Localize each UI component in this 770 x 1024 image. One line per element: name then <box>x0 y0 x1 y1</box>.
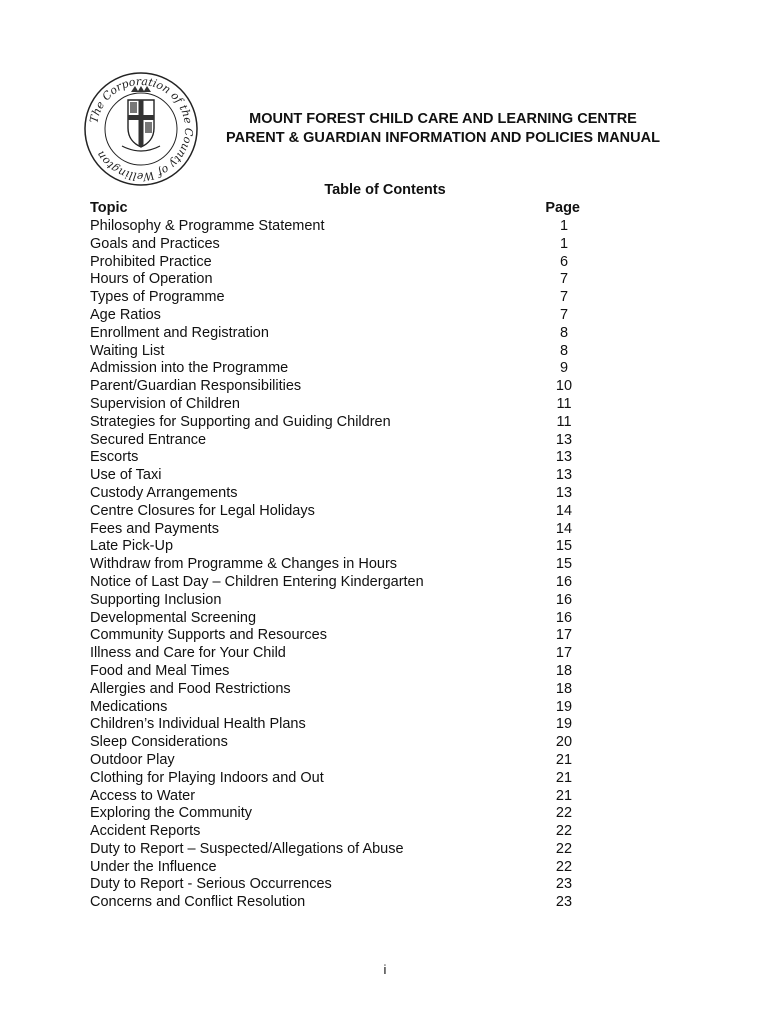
toc-entry-page: 16 <box>555 609 573 626</box>
page-number: i <box>383 962 387 977</box>
toc-entry-topic: Under the Influence <box>90 858 217 875</box>
toc-entry <box>90 271 580 289</box>
toc-entry <box>90 289 580 307</box>
toc-entry <box>90 521 580 539</box>
toc-entry-topic: Duty to Report – Suspected/Allegations of Abuse <box>90 840 404 857</box>
toc-entry <box>90 805 580 823</box>
toc-entry-page: 22 <box>555 858 573 875</box>
toc-entry-page: 13 <box>555 449 573 466</box>
toc-entry-page: 1 <box>559 235 569 252</box>
toc-entry-topic: Strategies for Supporting and Guiding Children <box>90 413 391 430</box>
svg-text:The Corporation of the County: The Corporation of the County of Wellington <box>87 74 196 184</box>
toc-entry-page: 23 <box>555 894 573 911</box>
toc-topic-header: Topic <box>90 200 128 216</box>
toc-entry-topic: Secured Entrance <box>90 431 207 448</box>
toc-entry-topic: Types of Programme <box>90 289 225 306</box>
toc-entry-page: 13 <box>555 484 573 501</box>
toc-entry-page: 11 <box>556 395 572 412</box>
toc-entry-page: 22 <box>555 823 573 840</box>
toc-entry <box>90 574 580 592</box>
toc-entry <box>90 716 580 734</box>
toc-entry-topic: Outdoor Play <box>90 751 175 768</box>
toc-entry <box>90 859 580 877</box>
toc-entry <box>90 414 580 432</box>
toc-column-headers <box>90 200 580 218</box>
toc-entry <box>90 699 580 717</box>
toc-entry <box>90 752 580 770</box>
toc-entry-page: 16 <box>555 573 573 590</box>
toc-entry <box>90 645 580 663</box>
toc-entry-topic: Children’s Individual Health Plans <box>90 716 306 733</box>
toc-entry-topic: Enrollment and Registration <box>90 324 269 341</box>
toc-entry-topic: Custody Arrangements <box>90 484 238 501</box>
toc-entry-topic: Waiting List <box>90 342 165 359</box>
toc-entry <box>90 556 580 574</box>
toc-entry-page: 21 <box>555 769 573 786</box>
toc-entry-topic: Supervision of Children <box>90 395 240 412</box>
toc-list <box>90 218 580 912</box>
toc-entry-page: 18 <box>555 680 573 697</box>
toc-entry-page: 18 <box>555 662 573 679</box>
toc-entry-page: 20 <box>555 734 573 751</box>
toc-entry <box>90 396 580 414</box>
toc-entry-page: 8 <box>559 324 569 341</box>
toc-entry-page: 1 <box>559 218 569 234</box>
toc-entry-topic: Concerns and Conflict Resolution <box>90 894 306 911</box>
toc-entry-topic: Centre Closures for Legal Holidays <box>90 502 315 519</box>
toc-entry <box>90 788 580 806</box>
toc-entry-page: 21 <box>555 787 573 804</box>
toc-entry-topic: Use of Taxi <box>90 467 162 484</box>
toc-entry-topic: Parent/Guardian Responsibilities <box>90 378 302 395</box>
toc-entry <box>90 325 580 343</box>
toc-entry <box>90 592 580 610</box>
toc-entry <box>90 485 580 503</box>
toc-entry-topic: Allergies and Food Restrictions <box>90 680 291 697</box>
toc-entry-page: 22 <box>555 805 573 822</box>
toc-entry-topic: Supporting Inclusion <box>90 591 222 608</box>
toc-entry-page: 13 <box>555 467 573 484</box>
toc-entry-page: 19 <box>555 716 573 733</box>
toc-entry <box>90 734 580 752</box>
toc-entry-topic: Philosophy & Programme Statement <box>90 218 325 234</box>
toc-entry-page: 6 <box>559 253 569 270</box>
seal-graphic <box>82 70 200 188</box>
toc-entry <box>90 467 580 485</box>
toc-entry-topic: Illness and Care for Your Child <box>90 645 286 662</box>
toc-entry-page: 11 <box>556 413 572 430</box>
toc-entry <box>90 681 580 699</box>
toc-entry <box>90 449 580 467</box>
toc-entry-topic: Sleep Considerations <box>90 734 228 751</box>
toc-entry-topic: Food and Meal Times <box>90 662 230 679</box>
toc-entry-topic: Community Supports and Resources <box>90 627 327 644</box>
toc-entry-page: 22 <box>555 840 573 857</box>
toc-entry <box>90 432 580 450</box>
toc-entry-page: 19 <box>555 698 573 715</box>
toc-entry-topic: Notice of Last Day – Children Entering Kindergarten <box>90 573 424 590</box>
toc-entry <box>90 307 580 325</box>
toc-entry-page: 15 <box>555 556 573 573</box>
toc-entry-topic: Age Ratios <box>90 306 161 323</box>
toc-entry <box>90 254 580 272</box>
toc-entry-topic: Accident Reports <box>90 823 201 840</box>
toc-entry <box>90 841 580 859</box>
document-header <box>200 110 686 148</box>
toc-entry-topic: Exploring the Community <box>90 805 252 822</box>
county-seal-logo <box>82 70 200 188</box>
toc-entry-topic: Fees and Payments <box>90 520 219 537</box>
toc-entry-page: 14 <box>555 502 573 519</box>
toc-entry-topic: Prohibited Practice <box>90 253 212 270</box>
toc-entry-topic: Hours of Operation <box>90 271 213 288</box>
toc-entry-page: 7 <box>559 306 569 323</box>
toc-entry <box>90 236 580 254</box>
toc-entry <box>90 663 580 681</box>
toc-entry-page: 7 <box>559 271 569 288</box>
toc-entry-page: 23 <box>555 876 573 893</box>
toc-entry <box>90 218 580 236</box>
toc-entry-page: 17 <box>555 645 573 662</box>
toc-entry <box>90 610 580 628</box>
toc-entry-topic: Duty to Report - Serious Occurrences <box>90 876 332 893</box>
toc-title: Table of Contents <box>324 182 446 198</box>
toc-entry <box>90 876 580 894</box>
toc-entry-page: 21 <box>555 751 573 768</box>
toc-entry-topic: Admission into the Programme <box>90 360 289 377</box>
toc-entry-page: 14 <box>555 520 573 537</box>
header-title-line1: MOUNT FOREST CHILD CARE AND LEARNING CENTRE <box>249 111 637 127</box>
toc-entry-topic: Clothing for Playing Indoors and Out <box>90 769 324 786</box>
toc-entry <box>90 503 580 521</box>
toc-entry <box>90 627 580 645</box>
toc-entry-topic: Withdraw from Programme & Changes in Hours <box>90 556 398 573</box>
header-title-line2: PARENT & GUARDIAN INFORMATION AND POLICIES MANUAL <box>226 130 660 146</box>
toc-entry <box>90 360 580 378</box>
toc-entry-topic: Late Pick-Up <box>90 538 174 555</box>
toc-entry-page: 10 <box>555 378 573 395</box>
toc-entry-page: 15 <box>555 538 573 555</box>
toc-entry <box>90 823 580 841</box>
toc-page-header: Page <box>545 200 580 216</box>
toc-entry-topic: Medications <box>90 698 168 715</box>
toc-entry-topic: Escorts <box>90 449 139 466</box>
toc-entry-topic: Access to Water <box>90 787 196 804</box>
toc-entry-topic: Goals and Practices <box>90 235 220 252</box>
toc-entry-page: 8 <box>559 342 569 359</box>
toc-entry-page: 16 <box>555 591 573 608</box>
toc-entry-page: 7 <box>559 289 569 306</box>
toc-entry <box>90 770 580 788</box>
toc-entry <box>90 538 580 556</box>
toc-entry-page: 13 <box>555 431 573 448</box>
toc-entry <box>90 894 580 912</box>
toc-entry-topic: Developmental Screening <box>90 609 257 626</box>
toc-entry <box>90 378 580 396</box>
toc-entry-page: 9 <box>559 360 569 377</box>
toc-entry-page: 17 <box>555 627 573 644</box>
toc-entry <box>90 343 580 361</box>
